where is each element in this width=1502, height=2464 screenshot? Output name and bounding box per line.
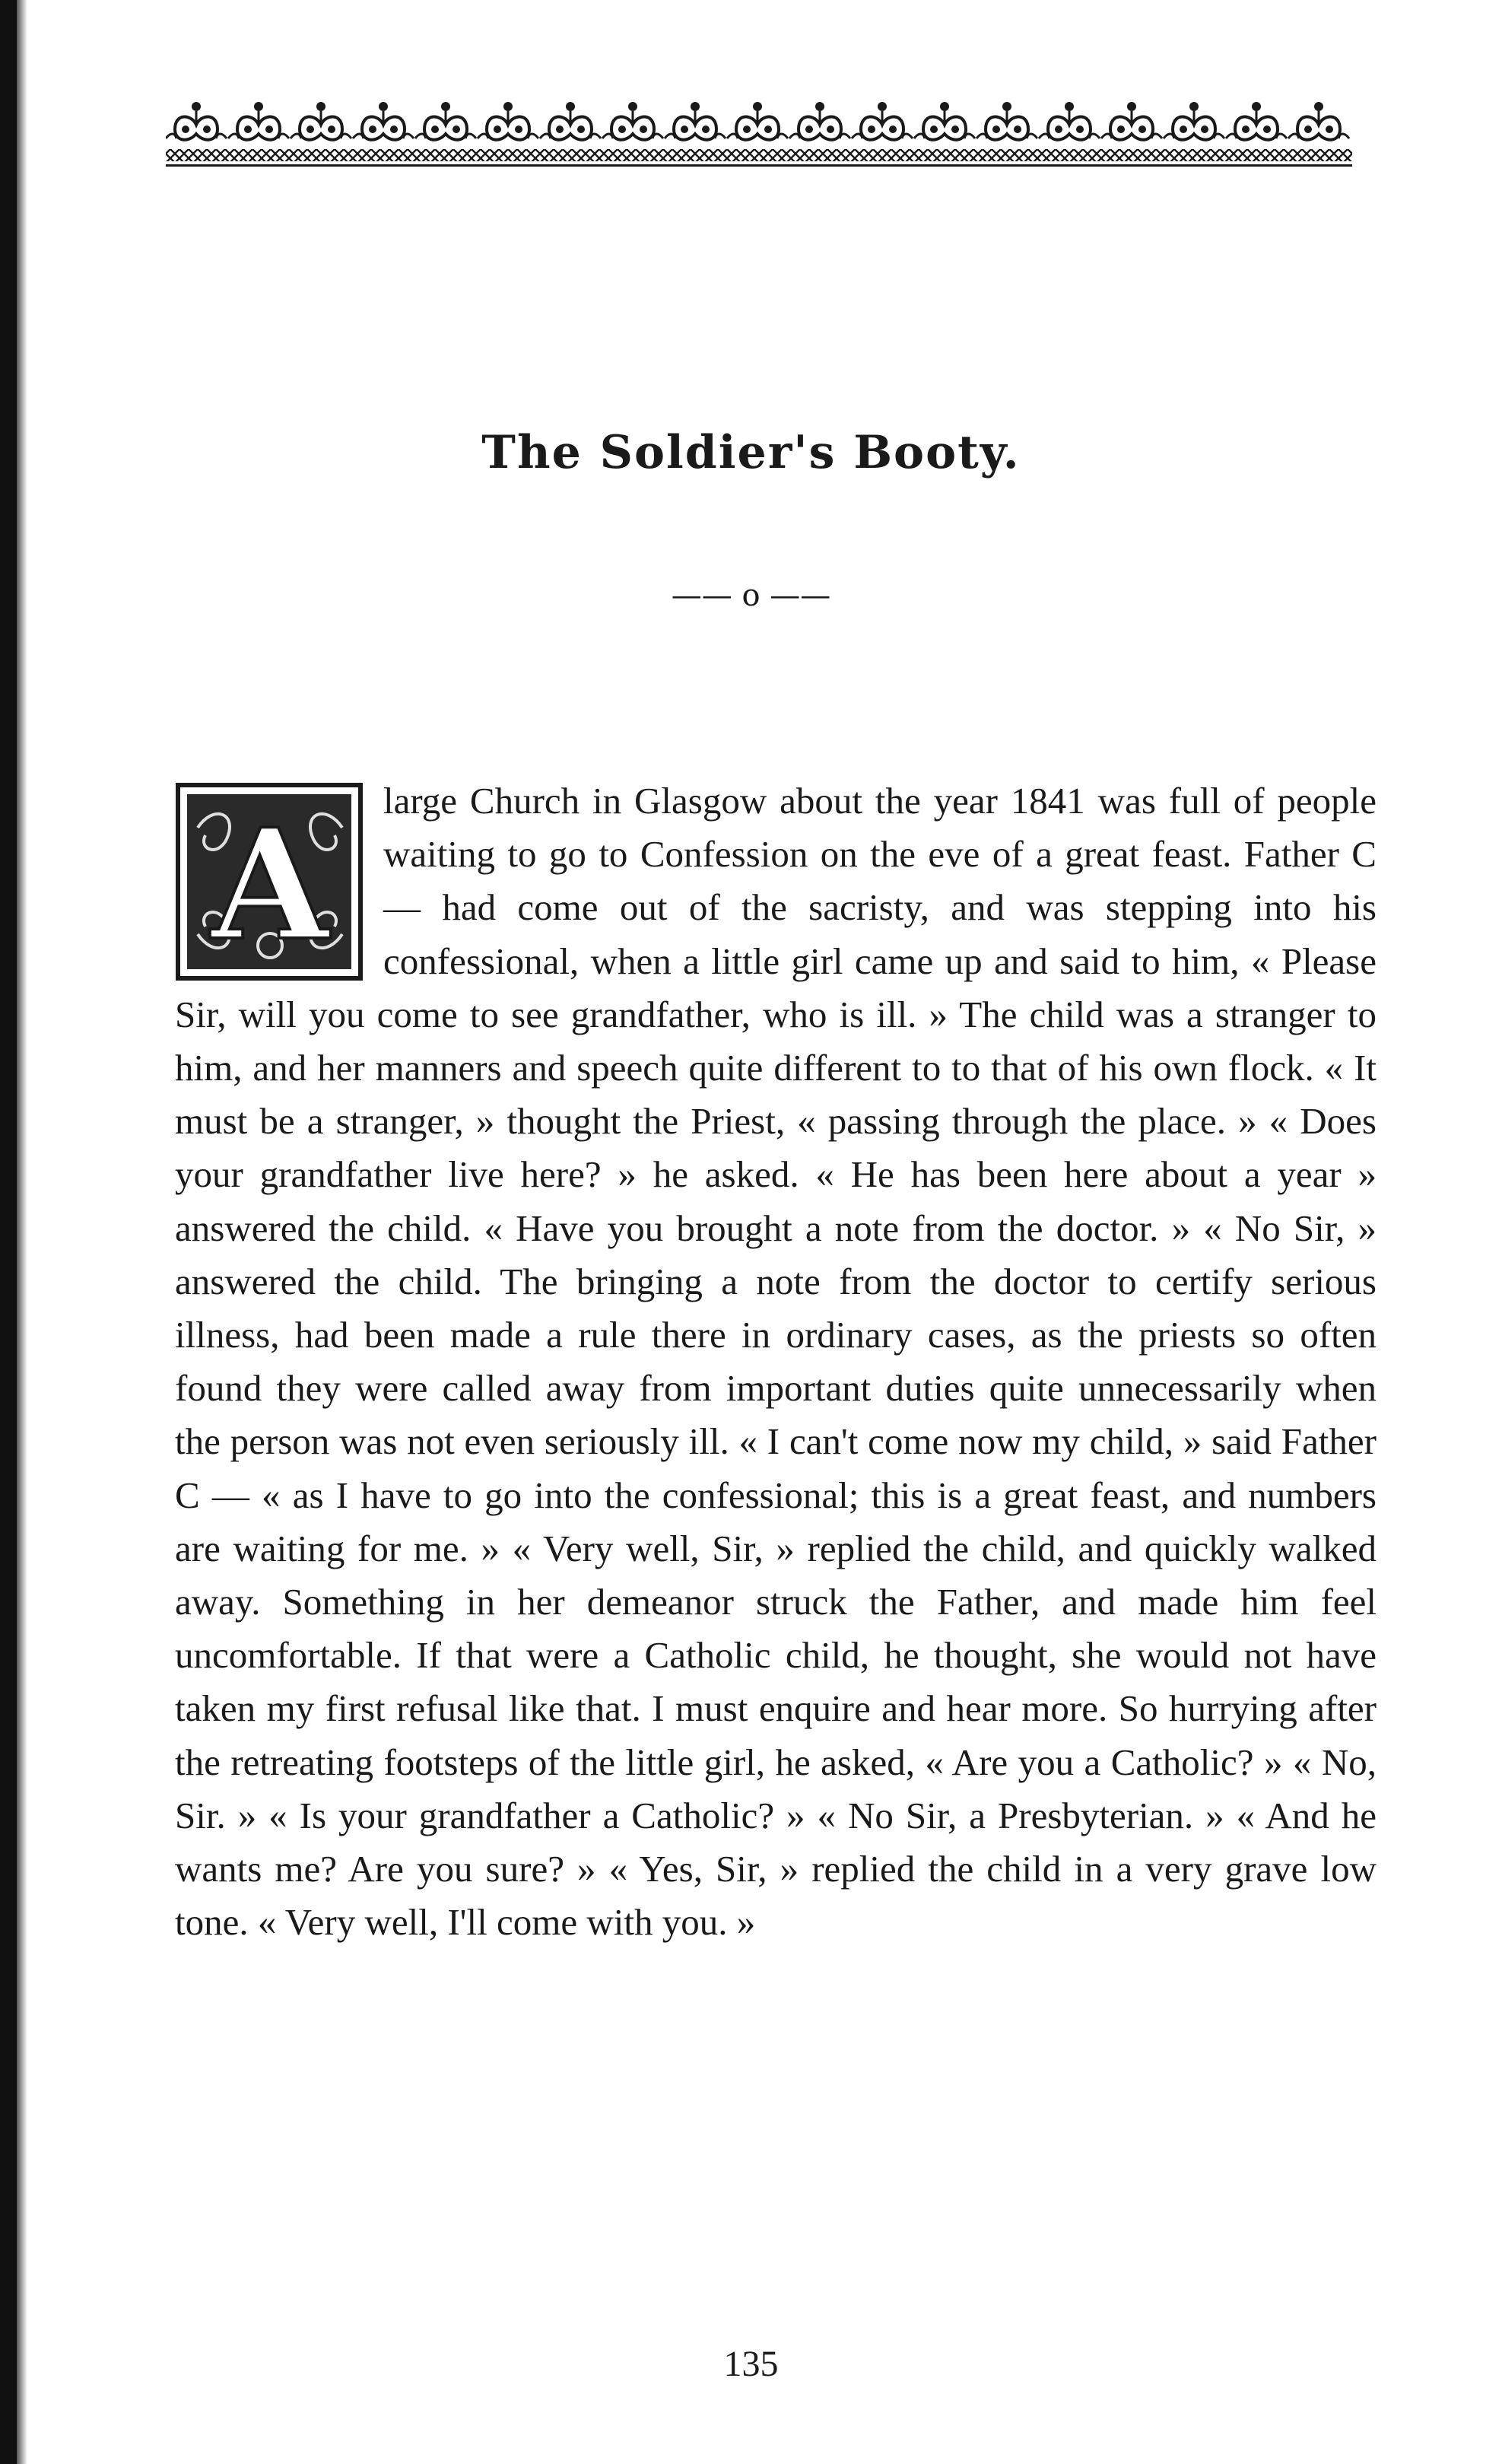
decorated-initial bbox=[175, 782, 365, 984]
ornamental-header-band bbox=[166, 99, 1352, 183]
gutter-shadow bbox=[17, 0, 27, 2464]
page-number: 135 bbox=[723, 2344, 779, 2384]
drop-cap-letter: A bbox=[211, 796, 329, 974]
book-spine-shadow bbox=[0, 0, 17, 2464]
chapter-title: The Soldier's Booty. bbox=[481, 426, 1021, 479]
body-text bbox=[175, 774, 1377, 1949]
main-paragraph: large Church in Glasgow about the year 1841 was full of people waiting to go to Confession on the eve of a great feast. Father C — had come out of the sacristy, and was stepping into his confessional, when a little girl came up and said to him, « Please Sir, will you come to see grandfather, who is ill. » The child was a stranger to him, and her manners and speech quite different to to that of his own flock. « It must be a stranger, » thought the Priest, « passing through the place. » « Does your grandfather live here? » he asked. « He has been here about a year » answered the child. « Have you brought a note from the doctor. » « No Sir, » answered the child. The bringing a note from the doctor to certify serious illness, had been made a rule there in ordinary cases, as the priests so often found they were called away from important duties quite unnecessarily when the person was not even seriously ill. « I can't come now my child, » said Father C — « as I have to go into the confessional; this is a great feast, and numbers are waiting for me. » « Very well, Sir, » replied the child, and quickly walked away. Something in her demeanor struck the Father, and made him feel uncomfortable. If that were a Catholic child, he thought, she would not have taken my first refusal like that. I must enquire and hear more. So hurrying after the retreating footsteps of the little girl, he asked, « Are you a Catholic? » « No, Sir. » « Is your grandfather a Catholic? » « No Sir, a Presbyterian. » « And he wants me? Are you sure? » « Yes, Sir, » replied the child in a very grave low tone. « Very well, I'll come with you. » bbox=[175, 780, 1377, 1944]
title-divider: —— o —— bbox=[671, 578, 831, 613]
